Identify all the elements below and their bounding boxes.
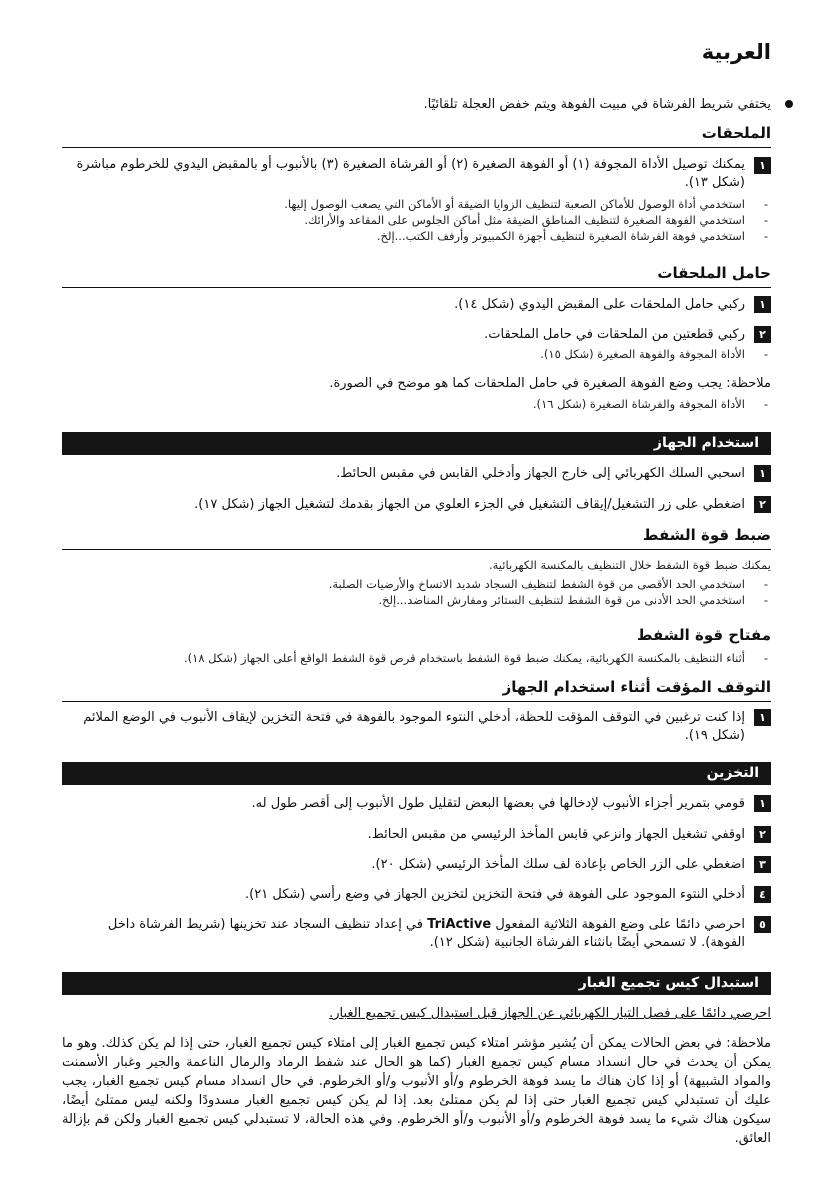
accessories-list bbox=[62, 196, 771, 244]
holder-step-2-text: ركبي قطعتين من الملحقات في حامل الملحقات. bbox=[484, 327, 745, 342]
using-step-2 bbox=[62, 496, 771, 514]
holder-note: ملاحظة: يجب وضع الفوهة الصغيرة في حامل الملحقات كما هو موضح في الصورة. bbox=[329, 376, 771, 391]
holder-step-2-list bbox=[62, 346, 771, 362]
step-number-badge: ١ bbox=[754, 795, 771, 812]
pause-step-1-text: إذا كنت ترغبين في التوقف المؤقت للحظة، أدخلي النتوء الموجود بالفوهة في فتحة التخزين لإيقاف الأنبوب في الوضع الملائم (شكل ١٩). bbox=[83, 710, 745, 743]
storage-step-5-pre: احرصي دائمًا على وضع الفوهة الثلاثية المفعول bbox=[495, 917, 745, 932]
step-number-badge: ٤ bbox=[754, 886, 771, 903]
holder-note-list bbox=[62, 396, 771, 412]
storage-step-5 bbox=[62, 916, 771, 952]
suction-switch-list bbox=[62, 650, 771, 666]
storage-step-3-text: اضغطي على الزر الخاص بإعادة لف سلك المأخذ الرئيسي (شكل ٢٠). bbox=[371, 857, 745, 872]
using-step-1-text: اسحبي السلك الكهربائي إلى خارج الجهاز وأدخلي القابس في مقبس الحائط. bbox=[336, 466, 745, 481]
storage-step-4-text: أدخلي النتوء الموجود على الفوهة في فتحة التخزين لتخزين الجهاز في وضع رأسي (شكل ٢١). bbox=[245, 887, 745, 902]
dustbag-warning: احرصي دائمًا على فصل التيار الكهربائي عن الجهاز قبل استبدال كيس تجميع الغبار. bbox=[329, 1006, 771, 1021]
suction-list bbox=[62, 576, 771, 608]
step-number-badge: ٣ bbox=[754, 856, 771, 873]
step-number-badge: ١ bbox=[754, 709, 771, 726]
step-number-badge: ٥ bbox=[754, 916, 771, 933]
step-number-badge: ١ bbox=[754, 296, 771, 313]
accessories-step-1 bbox=[62, 156, 771, 192]
list-item: - استخدمي أداة الوصول للأماكن الصعبة لتنظيف الزوايا الضيقة أو الأماكن التي يصعب الوصول إليها. bbox=[62, 196, 771, 212]
pause-heading: التوقف المؤقت أثناء استخدام الجهاز bbox=[62, 678, 771, 702]
storage-step-4 bbox=[62, 886, 771, 904]
using-step-2-text: اضغطي على زر التشغيل/إيقاف التشغيل في الجزء العلوي من الجهاز بقدمك لتشغيل الجهاز (شكل ١٧). bbox=[194, 497, 745, 512]
pause-step-1 bbox=[62, 709, 771, 745]
storage-step-5-text bbox=[62, 916, 745, 952]
list-item: - استخدمي فوهة الفرشاة الصغيرة لتنظيف أجهزة الكمبيوتر وأرفف الكتب...إلخ. bbox=[62, 228, 771, 244]
brand-name: TriActive bbox=[427, 917, 492, 932]
intro-bullet-row bbox=[62, 95, 771, 114]
list-item: - الأداة المجوفة والفوهة الصغيرة (شكل ١٥). bbox=[62, 346, 771, 362]
storage-step-2 bbox=[62, 826, 771, 844]
storage-step-2-text: اوقفي تشغيل الجهاز وانزعي قابس المأخذ الرئيسي من مقبس الحائط. bbox=[367, 827, 745, 842]
using-step-1 bbox=[62, 465, 771, 483]
holder-step-1 bbox=[62, 296, 771, 314]
list-item: - استخدمي الفوهة الصغيرة لتنظيف المناطق الضيقة مثل أماكن الجلوس على المقاعد والأرائك. bbox=[62, 212, 771, 228]
bullet-icon bbox=[785, 100, 793, 108]
step-number-badge: ٢ bbox=[754, 326, 771, 343]
dustbag-section-bar: استبدال كيس تجميع الغبار bbox=[62, 972, 771, 995]
suction-intro: يمكنك ضبط قوة الشفط خلال التنظيف بالمكنسة الكهربائية. bbox=[488, 558, 771, 572]
step-number-badge: ١ bbox=[754, 465, 771, 482]
manual-page bbox=[62, 0, 771, 1191]
holder-heading: حامل الملحقات bbox=[62, 264, 771, 288]
storage-step-3 bbox=[62, 856, 771, 874]
dustbag-note: ملاحظة: في بعض الحالات يمكن أن يُشير مؤشر امتلاء كيس تجميع الغبار إلى امتلاء كيس تجميع الغبار، حتى إذا لم يكن كذلك. وهو ما يمكن أن يحدث في حال انسداد مسام كيس تجميع الغبار (كما هو الحال عند شفط الرماد والرمال الناعمة والجير وغبار الأسمنت والمواد الشبيهة) أو إذا كان هناك ما يسد فوهة الخرطوم و/أو الأنبوب و/أو الخرطوم. في حال انسداد مسام كيس تجميع الغبار، يجب عليك أن تستبدلي كيس تجميع الغبار حتى إذا لم يكن ممتلئ بعد. إذا لم يكن كيس تجميع الغبار مسدودًا ولكنه ليس ممتلئ أيضًا، سيكون هناك شيء ما يسد فوهة الخرطوم و/أو الأنبوب و/أو الخرطوم. وفي هذه الحالة، لا تستبدلي كيس تجميع الغبار ولكن قم بإزالة العائق. bbox=[62, 1036, 771, 1146]
step-number-badge: ١ bbox=[754, 157, 771, 174]
intro-bullet-text: يختفي شريط الفرشاة في مبيت الفوهة ويتم خفض العجلة تلقائيًا. bbox=[423, 97, 771, 112]
storage-step-1 bbox=[62, 795, 771, 813]
list-item: - استخدمي الحد الأقصى من قوة الشفط لتنظيف السجاد شديد الاتساخ والأرضيات الصلبة. bbox=[62, 576, 771, 592]
language-title: العربية bbox=[701, 40, 771, 64]
storage-step-1-text: قومي بتمرير أجزاء الأنبوب لإدخالها في بعضها البعض لتقليل طول الأنبوب إلى أقصر طول له. bbox=[251, 796, 745, 811]
accessories-heading: الملحقات bbox=[62, 124, 771, 148]
storage-step-5-post: في إعداد تنظيف السجاد عند تخزينها (شريط الفرشاة داخل الفوهة). لا تسمحي أيضًا بانثناء الفرشاة الجانبية (شكل ١٢). bbox=[107, 917, 745, 950]
list-item: - استخدمي الحد الأدنى من قوة الشفط لتنظيف الستائر ومفارش المناضد...إلخ. bbox=[62, 592, 771, 608]
holder-step-1-text: ركبي حامل الملحقات على المقبض اليدوي (شكل ١٤). bbox=[454, 297, 745, 312]
list-item: - أثناء التنظيف بالمكنسة الكهربائية، يمكنك ضبط قوة الشفط باستخدام قرص قوة الشفط الواقع أعلى الجهاز (شكل ١٨). bbox=[62, 650, 771, 666]
holder-step-2 bbox=[62, 326, 771, 344]
suction-switch-heading: مفتاح قوة الشفط bbox=[636, 626, 771, 644]
storage-section-bar: التخزين bbox=[62, 762, 771, 785]
using-section-bar: استخدام الجهاز bbox=[62, 432, 771, 455]
step-number-badge: ٢ bbox=[754, 826, 771, 843]
list-item: - الأداة المجوفة والفرشاة الصغيرة (شكل ١٦). bbox=[62, 396, 771, 412]
suction-heading: ضبط قوة الشفط bbox=[62, 526, 771, 550]
accessories-step-1-text: يمكنك توصيل الأداة المجوفة (١) أو الفوهة الصغيرة (٢) أو الفرشاة الصغيرة (٣) بالأنبوب أو بالمقبض اليدوي للخرطوم مباشرة (شكل ١٣). bbox=[76, 157, 745, 190]
step-number-badge: ٢ bbox=[754, 496, 771, 513]
